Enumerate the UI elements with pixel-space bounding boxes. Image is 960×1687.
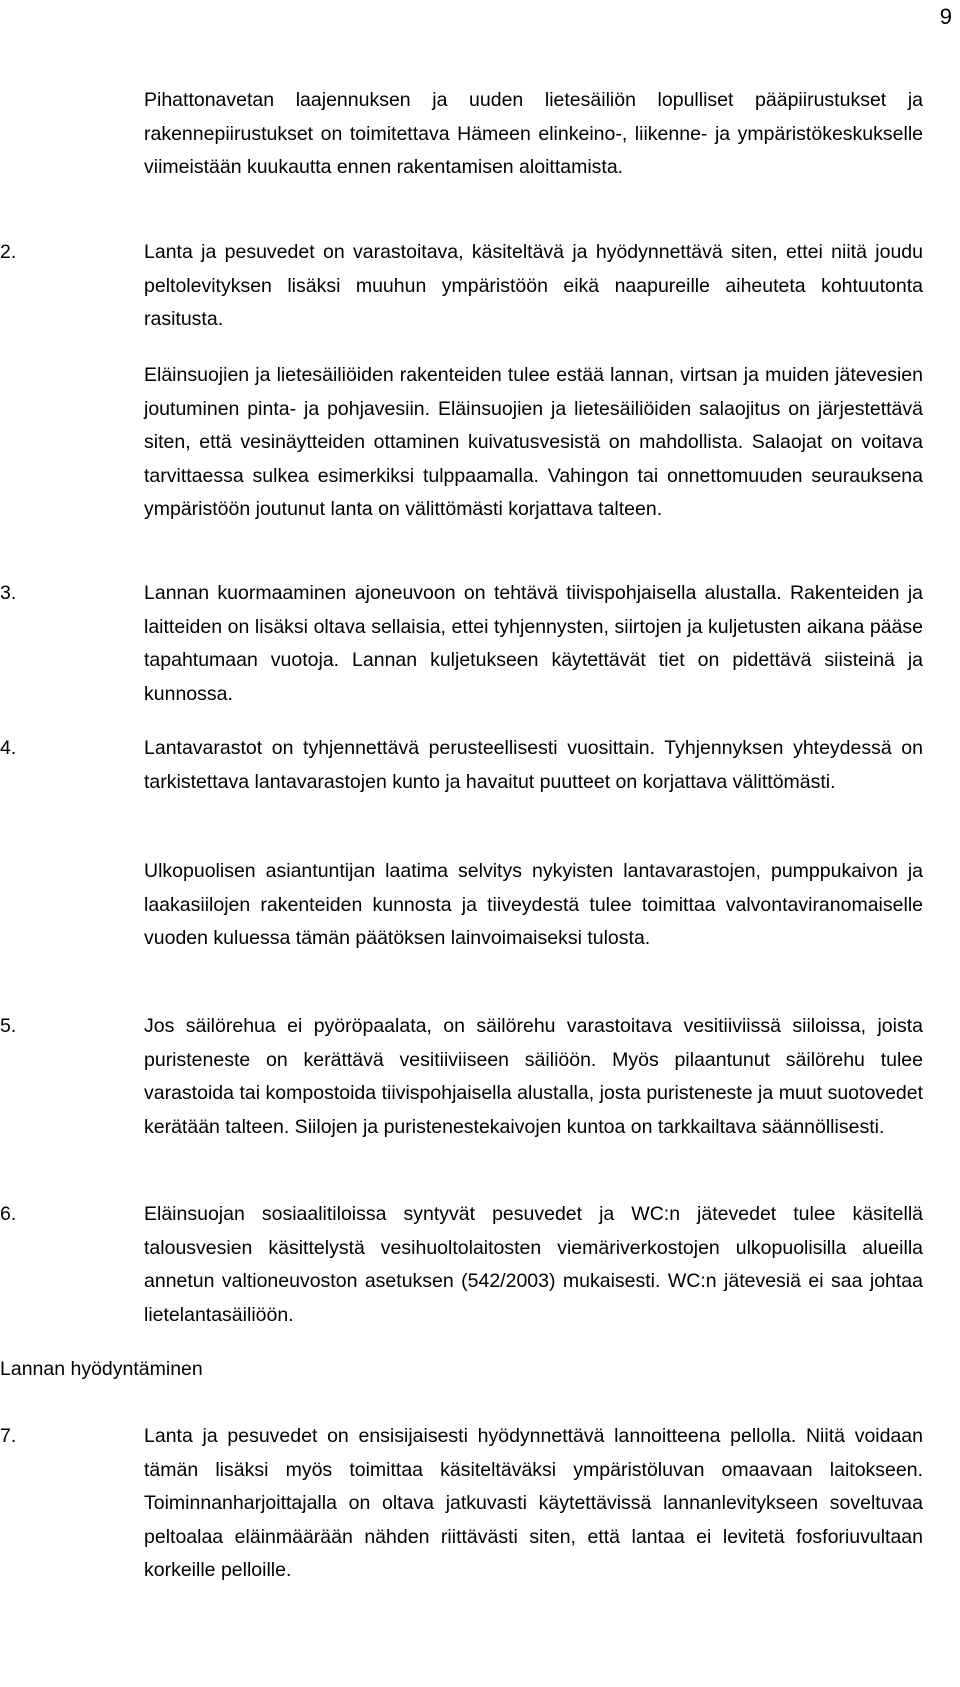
item-paragraph: Jos säilörehua ei pyöröpaalata, on säilörehu varastoitava vesitiiviissä siiloissa, joista puristeneste on kerättävä vesitiiviiseen säiliöön. Myös pilaantunut säilörehu tulee varastoida tai kompostoida tiivispohjaisella alustalla, josta puristeneste ja muut suotovedet kerätään talteen. Siilojen ja puristenestekaivojen kuntoa on tarkkailtava säännöllisesti. xyxy=(144,1015,923,1138)
item-number: 3. xyxy=(0,582,17,604)
item-paragraph: Lanta ja pesuvedet on varastoitava, käsiteltävä ja hyödynnettävä siten, ettei niitä joudu peltolevityksen lisäksi muuhun ympäristöön eikä naapureille aiheuteta kohtuutonta rasitusta. xyxy=(144,241,923,330)
section-heading: Lannan hyödyntäminen xyxy=(0,1358,203,1380)
list-item-4-paragraph-2: Ulkopuolisen asiantuntijan laatima selvitys nykyisten lantavarastojen, pumppukaivon ja laakasiilojen rakenteiden kunnosta ja tiiveydestä tulee toimittaa valvontaviranomaiselle vuoden kuluessa tämän päätöksen lainvoimaiseksi tulosta. xyxy=(144,860,923,949)
item-paragraph: Lanta ja pesuvedet on ensisijaisesti hyödynnettävä lannoitteena pellolla. Niitä voidaan tämän lisäksi myös toimittaa käsiteltäväksi ympäristöluvan omaavaan laitokseen. Toiminnanharjoittajalla on oltava jatkuvasti käytettävissä lannanlevitykseen soveltuvaa peltoalaa eläinmäärään nähden riittävästi siten, että lantaa ei levitetä fosforiuvultaan korkeille pelloille. xyxy=(144,1425,923,1581)
item-paragraph: Eläinsuojan sosiaalitiloissa syntyvät pesuvedet ja WC:n jätevedet tulee käsitellä talousvesien käsittelystä vesihuoltolaitosten viemäriverkostojen ulkopuolisilla alueilla annetun valtioneuvoston asetuksen (542/2003) mukaisesti. WC:n jätevesiä ei saa johtaa lietelantasäiliöön. xyxy=(144,1203,923,1326)
item-number: 7. xyxy=(0,1425,17,1447)
page-number: 9 xyxy=(939,4,952,29)
item-number: 2. xyxy=(0,241,17,263)
list-item-2-paragraph-2: Eläinsuojien ja lietesäiliöiden rakenteiden tulee estää lannan, virtsan ja muiden jätevesien joutuminen pinta- ja pohjavesiin. Eläinsuojien ja lietesäiliöiden salaojitus on järjestettävä siten, että vesinäytteiden ottaminen kuivatusvesistä on mahdollista. Salaojat on voitava tarvittaessa sulkea esimerkiksi tulppaamalla. Vahingon tai onnettomuuden seurauksena ympäristöön joutunut lanta on välittömästi korjattava talteen. xyxy=(144,364,923,520)
item-paragraph: Lantavarastot on tyhjennettävä perusteellisesti vuosittain. Tyhjennyksen yhteydessä on tarkistettava lantavarastojen kunto ja havaitut puutteet on korjattava välittömästi. xyxy=(144,737,923,793)
item-number: 5. xyxy=(0,1015,17,1037)
item-paragraph: Lannan kuormaaminen ajoneuvoon on tehtävä tiivispohjaisella alustalla. Rakenteiden ja laitteiden on lisäksi oltava sellaisia, ettei tyhjennysten, siirtojen ja kuljetusten aikana pääse tapahtumaan vuotoja. Lannan kuljetukseen käytettävät tiet on pidettävä siisteinä ja kunnossa. xyxy=(144,582,923,705)
intro-paragraph: Pihattonavetan laajennuksen ja uuden lietesäiliön lopulliset pääpiirustukset ja rakennepiirustukset on toimitettava Hämeen elinkeino-, liikenne- ja ympäristökeskukselle viimeistään kuukautta ennen rakentamisen aloittamista. xyxy=(144,89,923,178)
item-number: 4. xyxy=(0,737,17,759)
item-number: 6. xyxy=(0,1203,17,1225)
